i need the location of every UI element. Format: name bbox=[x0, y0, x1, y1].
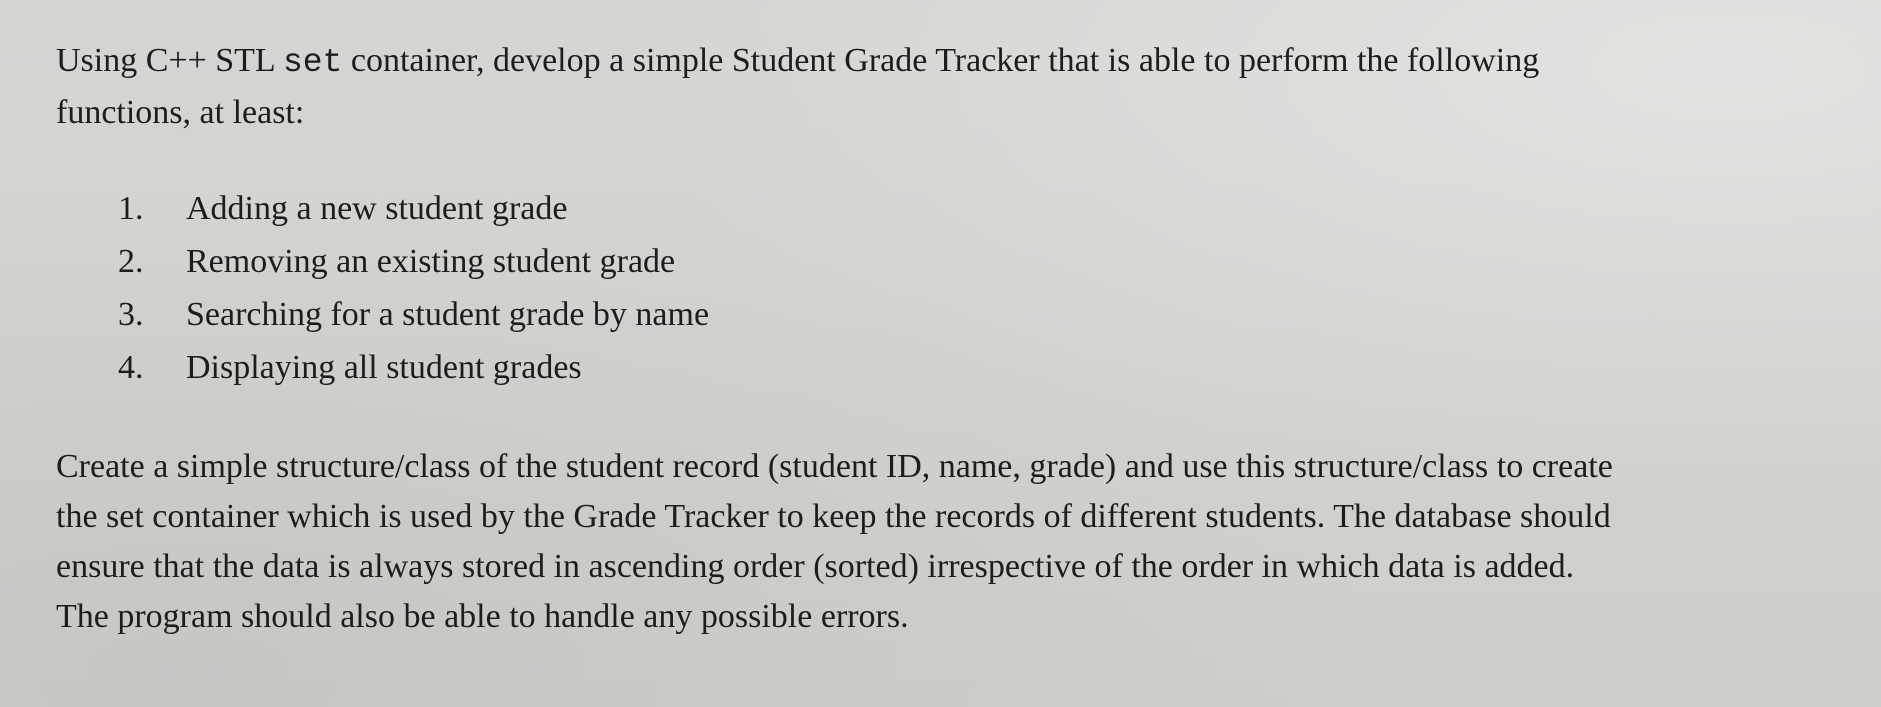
list-item-number: 3. bbox=[118, 296, 144, 333]
list-item-text: Removing an existing student grade bbox=[186, 243, 676, 280]
list-item-text: Adding a new student grade bbox=[186, 190, 568, 227]
code-term-set: set bbox=[282, 44, 343, 81]
list-item-text: Displaying all student grades bbox=[186, 349, 582, 386]
intro-paragraph bbox=[56, 36, 1836, 138]
list-item bbox=[118, 182, 1836, 235]
list-item-number: 4. bbox=[118, 349, 144, 386]
details-line-1: Create a simple structure/class of the student record (student ID, name, grade) and use this structure/class to create bbox=[56, 448, 1613, 485]
details-paragraph bbox=[56, 442, 1836, 642]
list-item bbox=[118, 341, 1836, 394]
requirements-list bbox=[56, 182, 1836, 394]
assignment-text bbox=[56, 36, 1836, 642]
intro-text-end: container, develop a simple Student Grade Tracker that is able to perform the following bbox=[342, 42, 1540, 79]
list-item-number: 1. bbox=[118, 190, 144, 227]
details-line-4: The program should also be able to handle any possible errors. bbox=[56, 598, 909, 635]
list-item bbox=[118, 235, 1836, 288]
list-item-text: Searching for a student grade by name bbox=[186, 296, 710, 333]
details-line-3: ensure that the data is always stored in ascending order (sorted) irrespective of the order in which data is added. bbox=[56, 548, 1575, 585]
intro-line-1 bbox=[56, 36, 1836, 88]
list-item bbox=[118, 288, 1836, 341]
intro-text-start: Using C++ STL bbox=[56, 42, 283, 79]
intro-line-2: functions, at least: bbox=[56, 94, 305, 131]
list-item-number: 2. bbox=[118, 243, 144, 280]
details-line-2: the set container which is used by the Grade Tracker to keep the records of different students. The database should bbox=[56, 498, 1611, 535]
